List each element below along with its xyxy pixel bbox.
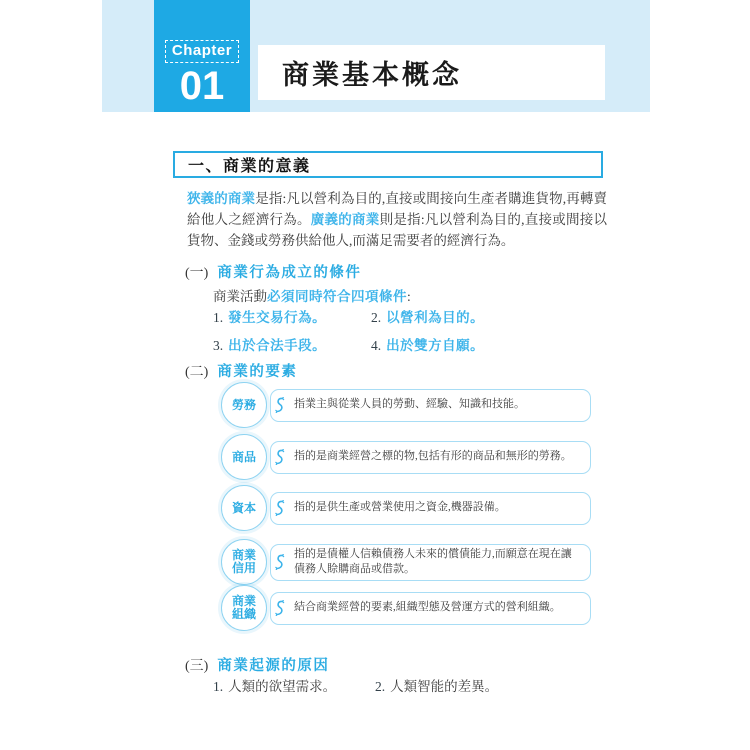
feature-description-box bbox=[270, 544, 591, 581]
feature-description-box bbox=[270, 441, 591, 474]
list-item bbox=[213, 306, 371, 326]
section-header-box bbox=[173, 151, 603, 178]
list-item bbox=[213, 334, 371, 354]
feature-badge bbox=[221, 585, 267, 631]
feature-description: 指的是債權人信賴債務人未來的償債能力,而願意在現在讓債務人賒購商品或借款。 bbox=[294, 547, 572, 575]
feature-row-labor bbox=[221, 381, 591, 429]
list-item bbox=[371, 306, 484, 326]
feature-badge bbox=[221, 539, 267, 585]
intro-text-1: 是指:凡以營利為目的,直接或間接向生產者購進貨物,再轉賣給他人之經濟行為。 bbox=[187, 191, 607, 227]
feature-row-credit bbox=[221, 538, 591, 586]
subsection-2-title: 商業的要素 bbox=[217, 364, 298, 380]
item-number: 4. bbox=[371, 337, 382, 353]
item-text: 出於合法手段。 bbox=[228, 337, 327, 353]
list-item bbox=[213, 675, 375, 695]
lead-black: 商業活動 bbox=[213, 289, 267, 304]
feature-badge bbox=[221, 485, 267, 531]
swap-s-curve-icon bbox=[273, 600, 286, 616]
feature-badge bbox=[221, 434, 267, 480]
subsection-2-header bbox=[185, 360, 297, 381]
keyword-narrow-commerce: 狹義的商業 bbox=[187, 191, 256, 206]
intro-paragraph bbox=[187, 189, 607, 251]
feature-description: 結合商業經營的要素,組織型態及營運方式的營利組織。 bbox=[294, 601, 561, 614]
subsection-1-lead bbox=[213, 285, 411, 305]
badge-label: 商品 bbox=[231, 449, 256, 464]
feature-badge bbox=[221, 382, 267, 428]
feature-description-box bbox=[270, 492, 591, 525]
badge-label: 商業 bbox=[231, 594, 256, 608]
feature-description: 指業主與從業人員的勞動、經驗、知識和技能。 bbox=[294, 398, 525, 411]
item-text: 人類智能的差異。 bbox=[390, 679, 499, 694]
badge-label: 信用 bbox=[231, 561, 256, 575]
item-text: 人類的欲望需求。 bbox=[228, 679, 337, 694]
feature-row-organization bbox=[221, 584, 591, 632]
subsection-1-items bbox=[213, 306, 484, 354]
item-number: 3. bbox=[213, 337, 224, 353]
subsection-3-title: 商業起源的原因 bbox=[217, 658, 330, 674]
swap-s-curve-icon bbox=[273, 449, 286, 465]
item-text: 發生交易行為。 bbox=[228, 310, 327, 325]
lead-blue: 必須同時符合四項條件 bbox=[267, 289, 407, 304]
badge-label: 資本 bbox=[231, 500, 256, 515]
subsection-2-number: (二) bbox=[185, 365, 209, 380]
item-number: 1. bbox=[213, 310, 224, 325]
subsection-1-number: (一) bbox=[185, 266, 209, 281]
intro-text-2: 則是指:凡以營利為目的,直接或間接以貨物、金錢或勞務供給他人,而滿足需要者的經濟行為。 bbox=[187, 211, 608, 248]
list-item bbox=[375, 675, 498, 695]
lead-colon: : bbox=[407, 289, 411, 304]
item-number: 2. bbox=[375, 679, 386, 694]
list-item bbox=[371, 334, 484, 354]
feature-description: 指的是商業經營之標的物,包括有形的商品和無形的勞務。 bbox=[294, 450, 572, 463]
feature-description: 指的是供生產或營業使用之資金,機器設備。 bbox=[294, 501, 506, 514]
item-text: 以營利為目的。 bbox=[386, 310, 485, 325]
chapter-label: Chapter bbox=[165, 40, 239, 63]
feature-description-box bbox=[270, 389, 591, 422]
chapter-title: 商業基本概念 bbox=[282, 60, 462, 90]
section-title: 一、商業的意義 bbox=[188, 158, 311, 175]
item-number: 1. bbox=[213, 679, 224, 694]
subsection-3-number: (三) bbox=[185, 659, 209, 674]
swap-s-curve-icon bbox=[273, 554, 286, 570]
chapter-title-band bbox=[258, 45, 605, 100]
feature-row-goods bbox=[221, 433, 591, 481]
chapter-box bbox=[154, 0, 250, 112]
badge-label: 組織 bbox=[231, 607, 256, 621]
subsection-1-title: 商業行為成立的條件 bbox=[217, 265, 362, 281]
subsection-3-header bbox=[185, 654, 329, 675]
badge-label: 商業 bbox=[231, 548, 256, 562]
swap-s-curve-icon bbox=[273, 500, 286, 516]
chapter-number: 01 bbox=[179, 64, 225, 108]
badge-label: 勞務 bbox=[231, 397, 256, 412]
feature-description-box bbox=[270, 592, 591, 625]
item-number: 2. bbox=[371, 310, 382, 325]
item-text: 出於雙方自願。 bbox=[386, 337, 485, 353]
subsection-1-header bbox=[185, 261, 361, 282]
keyword-broad-commerce: 廣義的商業 bbox=[310, 211, 380, 227]
swap-s-curve-icon bbox=[273, 397, 286, 413]
subsection-3-items bbox=[213, 675, 498, 695]
feature-row-capital bbox=[221, 484, 591, 532]
